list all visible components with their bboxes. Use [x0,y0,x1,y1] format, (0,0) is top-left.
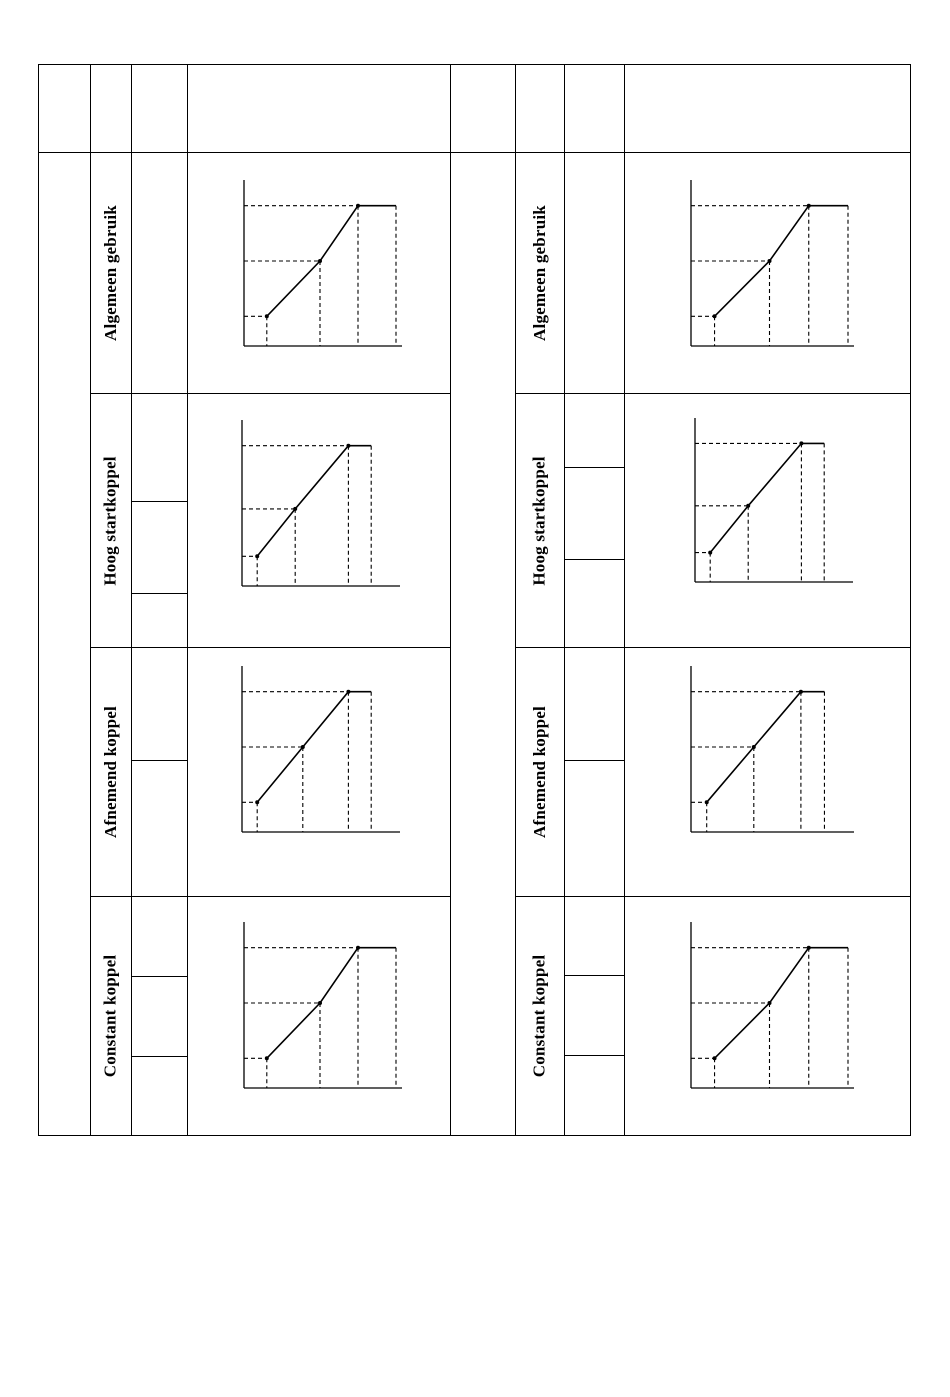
col-line-8 [624,64,625,1136]
curve-point-1 [768,259,772,263]
graph-right-decreasing [685,664,860,836]
subcell-line-right-e [564,1055,624,1056]
col-line-1 [38,64,39,1136]
row-label-left-high-start: Hoog startkoppel [100,455,120,586]
curve-point-2 [346,444,350,448]
subcell-line-left-a [131,501,187,502]
curve-point-2 [807,204,811,208]
subcell-line-left-c [131,760,187,761]
row-sep-right-2 [515,647,910,648]
row-sep-left-2 [90,647,450,648]
curve-point-2 [356,946,360,950]
subcell-line-right-b [564,559,624,560]
graph-left-general [238,178,408,350]
subcell-line-left-e [131,1056,187,1057]
curve-point-1 [768,1001,772,1005]
characteristic-curve [257,446,371,557]
row-sep-right-1 [515,393,910,394]
row-label-left-general: Algemeen gebruik [100,205,120,341]
row-label-left-decreasing: Afnemend koppel [100,706,120,838]
curve-point-1 [746,504,750,508]
row-label-left-constant: Constant koppel [100,954,120,1078]
curve-point-2 [356,204,360,208]
subcell-line-left-b [131,593,187,594]
curve-point-1 [318,1001,322,1005]
curve-point-0 [265,314,269,318]
curve-point-1 [752,745,756,749]
graph-right-high-start [689,416,859,586]
characteristic-curve [707,692,825,803]
row-sep-right-3 [515,896,910,897]
curve-point-2 [807,946,811,950]
subcell-line-right-a [564,467,624,468]
curve-point-0 [255,800,259,804]
subcell-line-right-d [564,975,624,976]
row-sep-left-3 [90,896,450,897]
row-label-right-constant: Constant koppel [529,954,549,1078]
graph-right-general [685,178,860,350]
curve-point-2 [799,690,803,694]
graph-left-constant [238,920,408,1092]
curve-point-2 [799,441,803,445]
table-bottom-border [38,1135,911,1136]
curve-point-0 [705,800,709,804]
curve-point-1 [293,507,297,511]
characteristic-curve [710,443,824,552]
curve-point-1 [318,259,322,263]
col-line-4 [187,64,188,1136]
row-label-right-decreasing: Afnemend koppel [529,706,549,838]
curve-point-1 [301,745,305,749]
graph-right-constant [685,920,860,1092]
subcell-line-left-d [131,976,187,977]
graph-left-decreasing [236,664,406,836]
col-line-5 [450,64,451,1136]
curve-point-0 [713,314,717,318]
curve-point-2 [346,690,350,694]
row-sep-left-1 [90,393,450,394]
row-label-right-general: Algemeen gebruik [529,205,549,341]
header-bottom-border [38,152,911,153]
characteristic-curve [257,692,371,803]
curve-point-0 [713,1056,717,1060]
graph-left-high-start [236,418,406,590]
col-line-9 [910,64,911,1136]
curve-point-0 [708,551,712,555]
table-top-border [38,64,911,65]
curve-point-0 [255,554,259,558]
row-label-right-high-start: Hoog startkoppel [529,455,549,586]
subcell-line-right-c [564,760,624,761]
curve-point-0 [265,1056,269,1060]
